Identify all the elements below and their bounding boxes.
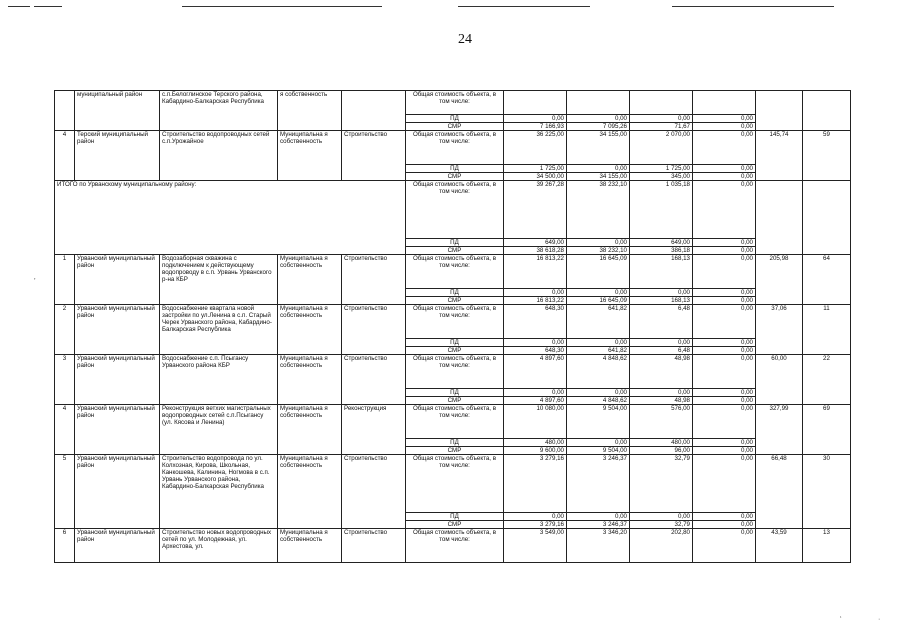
row-label: ПД	[406, 389, 504, 397]
municipality-cell: Урванский муниципальный район	[75, 455, 160, 529]
amount-cell: 0,00	[630, 339, 693, 347]
amount-cell: 641,82	[567, 347, 630, 355]
amount-cell: 0,00	[504, 289, 567, 297]
amount-cell: 0,00	[693, 123, 756, 131]
amount-cell: 3 549,00	[504, 529, 567, 563]
amount-cell: 0,00	[693, 455, 756, 513]
amount-cell: 0,00	[504, 115, 567, 123]
amount-cell: 0,00	[693, 389, 756, 397]
amount-cell: 2 070,00	[630, 131, 693, 165]
work-type-cell: Строительство	[342, 529, 406, 563]
amount-cell: 3 279,16	[504, 455, 567, 513]
capacity-cell	[756, 181, 803, 255]
amount-cell: 7 095,26	[567, 123, 630, 131]
amount-cell: 34 500,00	[504, 173, 567, 181]
amount-cell: 9 504,00	[567, 447, 630, 455]
amount-cell: 4 897,60	[504, 355, 567, 389]
amount-cell: 0,00	[693, 181, 756, 239]
amount-cell: 10 080,00	[504, 405, 567, 439]
table-row	[55, 91, 851, 115]
amount-cell: 71,67	[630, 123, 693, 131]
row-number	[55, 91, 75, 131]
work-type-cell: Строительство	[342, 255, 406, 305]
top-rule-2	[34, 6, 62, 7]
amount-cell: 16 813,22	[504, 255, 567, 289]
row-label: СМР	[406, 397, 504, 405]
amount-cell: 0,00	[693, 173, 756, 181]
row-label: Общая стоимость объекта, в том числе:	[406, 455, 504, 513]
row-label: Общая стоимость объекта, в том числе:	[406, 181, 504, 239]
amount-cell: 168,13	[630, 255, 693, 289]
row-label: Общая стоимость объекта, в том числе:	[406, 529, 504, 563]
amount-cell: 576,00	[630, 405, 693, 439]
row-number: 5	[55, 455, 75, 529]
count-cell: 59	[803, 131, 851, 181]
amount-cell: 648,30	[504, 305, 567, 339]
row-label: ПД	[406, 339, 504, 347]
capacity-cell: 66,48	[756, 455, 803, 529]
amount-cell: 0,00	[567, 239, 630, 247]
count-cell: 11	[803, 305, 851, 355]
table-row	[55, 529, 851, 563]
project-name-cell: Водоснабжение с.п. Псыгансу Урванского района КБР	[160, 355, 278, 405]
amount-cell: 0,00	[693, 397, 756, 405]
row-label: СМР	[406, 247, 504, 255]
amount-cell: 0,00	[630, 389, 693, 397]
count-cell: 64	[803, 255, 851, 305]
amount-cell: 0,00	[693, 521, 756, 529]
project-name-cell: Строительство новых водопроводных сетей по ул. Молодежная, ул. Архестова, ул.	[160, 529, 278, 563]
amount-cell: 0,00	[693, 115, 756, 123]
amount-cell: 32,79	[630, 455, 693, 513]
amount-cell: 39 267,28	[504, 181, 567, 239]
amount-cell: 0,00	[567, 339, 630, 347]
municipality-cell: Терский муниципальный район	[75, 131, 160, 181]
amount-cell: 3 279,16	[504, 521, 567, 529]
amount-cell: 0,00	[630, 115, 693, 123]
amount-cell: 0,00	[567, 165, 630, 173]
amount-cell: 0,00	[693, 255, 756, 289]
amount-cell: 1 035,18	[630, 181, 693, 239]
ownership-cell: Муниципальна я собственность	[278, 131, 342, 181]
project-name-cell: Реконструкция ветхих магистральных водопроводных сетей с.п.Псыгансу (ул. Кясова и Ленина)	[160, 405, 278, 455]
subtotal-row	[55, 181, 851, 239]
amount-cell: 3 346,20	[567, 529, 630, 563]
capacity-cell: 327,99	[756, 405, 803, 455]
row-number: 4	[55, 405, 75, 455]
count-cell: 30	[803, 455, 851, 529]
ownership-cell: я собственность	[278, 91, 342, 131]
ownership-cell: Муниципальна я собственность	[278, 355, 342, 405]
work-type-cell: Реконструкция	[342, 405, 406, 455]
municipality-cell: Урванский муниципальный район	[75, 355, 160, 405]
row-label: ПД	[406, 439, 504, 447]
amount-cell: 4 897,60	[504, 397, 567, 405]
amount-cell: 0,00	[567, 389, 630, 397]
subtotal-label: ИТОГО по Урванскому муниципальному району:	[55, 181, 406, 255]
count-cell: 22	[803, 355, 851, 405]
count-cell	[803, 91, 851, 131]
row-number: 1	[55, 255, 75, 305]
amount-cell	[504, 91, 567, 115]
work-type-cell: Строительство	[342, 355, 406, 405]
amount-cell: 0,00	[504, 339, 567, 347]
amount-cell: 0,00	[567, 115, 630, 123]
amount-cell: 36 225,00	[504, 131, 567, 165]
work-type-cell: Строительство	[342, 131, 406, 181]
table-row	[55, 355, 851, 389]
amount-cell: 0,00	[693, 305, 756, 339]
table-row	[55, 455, 851, 513]
count-cell: 13	[803, 529, 851, 563]
amount-cell: 480,00	[630, 439, 693, 447]
municipality-cell: Урванский муниципальный район	[75, 305, 160, 355]
count-cell	[803, 181, 851, 255]
row-label: ПД	[406, 165, 504, 173]
project-name-cell: Водоснабжение квартала новой застройки по ул.Ленина в с.п. Старый Черек Урванского района, Кабардино-Балкарская Республика	[160, 305, 278, 355]
amount-cell: 202,80	[630, 529, 693, 563]
amount-cell: 16 645,09	[567, 297, 630, 305]
amount-cell: 0,00	[693, 513, 756, 521]
municipality-cell: Урванский муниципальный район	[75, 255, 160, 305]
row-number: 3	[55, 355, 75, 405]
amount-cell: 0,00	[693, 439, 756, 447]
amount-cell: 0,00	[693, 247, 756, 255]
municipality-cell: Урванский муниципальный район	[75, 405, 160, 455]
amount-cell: 649,00	[504, 239, 567, 247]
ownership-cell: Муниципальна я собственность	[278, 455, 342, 529]
work-type-cell	[342, 91, 406, 131]
count-cell: 69	[803, 405, 851, 455]
row-label: СМР	[406, 297, 504, 305]
amount-cell: 3 246,37	[567, 455, 630, 513]
capacity-cell	[756, 91, 803, 131]
amount-cell: 4 848,62	[567, 355, 630, 389]
row-number: 6	[55, 529, 75, 563]
row-label: СМР	[406, 347, 504, 355]
scan-mark-bottom-right-1: ‘	[840, 616, 842, 623]
top-rule-3	[182, 6, 382, 7]
amount-cell: 168,13	[630, 297, 693, 305]
row-label: СМР	[406, 123, 504, 131]
amount-cell: 32,79	[630, 521, 693, 529]
amount-cell: 38 232,10	[567, 181, 630, 239]
row-number: 4	[55, 131, 75, 181]
amount-cell: 649,00	[630, 239, 693, 247]
amount-cell: 648,30	[504, 347, 567, 355]
capacity-cell: 205,98	[756, 255, 803, 305]
row-label: СМР	[406, 173, 504, 181]
top-rule-1	[8, 6, 30, 7]
amount-cell: 386,18	[630, 247, 693, 255]
amount-cell	[630, 91, 693, 115]
table-row	[55, 305, 851, 339]
top-rule-4	[458, 6, 590, 7]
amount-cell: 0,00	[630, 289, 693, 297]
row-label: Общая стоимость объекта, в том числе:	[406, 255, 504, 289]
municipality-cell: муниципальный район	[75, 91, 160, 131]
amount-cell: 480,00	[504, 439, 567, 447]
row-label: Общая стоимость объекта, в том числе:	[406, 355, 504, 389]
row-number: 2	[55, 305, 75, 355]
amount-cell: 1 725,00	[504, 165, 567, 173]
amount-cell: 0,00	[693, 347, 756, 355]
amount-cell: 0,00	[693, 297, 756, 305]
project-name-cell: с.п.Белоглинское Терского района, Кабардино-Балкарская Республика	[160, 91, 278, 131]
municipality-cell: Урванский муниципальный район	[75, 529, 160, 563]
amount-cell: 0,00	[693, 239, 756, 247]
scan-mark-bottom-right-2: ·	[878, 616, 881, 623]
amount-cell: 0,00	[693, 355, 756, 389]
amount-cell: 9 504,00	[567, 405, 630, 439]
amount-cell: 7 166,93	[504, 123, 567, 131]
row-label: ПД	[406, 239, 504, 247]
amount-cell: 0,00	[693, 131, 756, 165]
work-type-cell: Строительство	[342, 455, 406, 529]
row-label: Общая стоимость объекта, в том числе:	[406, 131, 504, 165]
amount-cell: 0,00	[504, 513, 567, 521]
amount-cell: 0,00	[693, 165, 756, 173]
project-name-cell: Водозаборная скважина с подключением к действующему водопроводу в с.п. Урвань Урванского р-на КБР	[160, 255, 278, 305]
top-rule-5	[672, 6, 834, 7]
amount-cell: 6,48	[630, 305, 693, 339]
amount-cell: 48,98	[630, 355, 693, 389]
amount-cell: 9 600,00	[504, 447, 567, 455]
table-row	[55, 255, 851, 289]
row-label: Общая стоимость объекта, в том числе:	[406, 305, 504, 339]
amount-cell: 0,00	[693, 447, 756, 455]
amount-cell	[693, 91, 756, 115]
amount-cell: 4 848,62	[567, 397, 630, 405]
amount-cell: 641,82	[567, 305, 630, 339]
table-row	[55, 131, 851, 165]
capacity-cell: 60,00	[756, 355, 803, 405]
investment-program-table	[54, 90, 851, 563]
capacity-cell: 43,59	[756, 529, 803, 563]
amount-cell: 3 246,37	[567, 521, 630, 529]
amount-cell: 16 813,22	[504, 297, 567, 305]
project-name-cell: Строительство водопровода по ул. Колхозная, Кирова, Школьная, Канкошева, Калинина, Ногмова в с.п. Урвань Урванского района, Кабардино-Балкарская Республика	[160, 455, 278, 529]
row-label: ПД	[406, 289, 504, 297]
row-label: ПД	[406, 513, 504, 521]
amount-cell: 38 618,28	[504, 247, 567, 255]
amount-cell: 0,00	[630, 513, 693, 521]
amount-cell: 0,00	[567, 513, 630, 521]
ownership-cell: Муниципальна я собственность	[278, 255, 342, 305]
amount-cell: 0,00	[693, 529, 756, 563]
amount-cell: 34 155,00	[567, 173, 630, 181]
amount-cell: 0,00	[567, 289, 630, 297]
row-label: Общая стоимость объекта, в том числе:	[406, 405, 504, 439]
amount-cell: 34 155,00	[567, 131, 630, 165]
ownership-cell: Муниципальна я собственность	[278, 305, 342, 355]
capacity-cell: 145,74	[756, 131, 803, 181]
row-label: СМР	[406, 447, 504, 455]
amount-cell: 0,00	[693, 339, 756, 347]
ownership-cell: Муниципальна я собственность	[278, 405, 342, 455]
amount-cell: 16 645,09	[567, 255, 630, 289]
project-name-cell: Строительство водопроводных сетей с.п.Урожайное	[160, 131, 278, 181]
table-row	[55, 405, 851, 439]
amount-cell: 1 725,00	[630, 165, 693, 173]
amount-cell: 0,00	[504, 389, 567, 397]
scan-mark-left: ’	[34, 278, 36, 285]
amount-cell: 38 232,10	[567, 247, 630, 255]
page-number: 24	[458, 32, 472, 47]
row-label: Общая стоимость объекта, в том числе:	[406, 91, 504, 115]
row-label: ПД	[406, 115, 504, 123]
amount-cell: 0,00	[567, 439, 630, 447]
ownership-cell: Муниципальна я собственность	[278, 529, 342, 563]
amount-cell: 0,00	[693, 289, 756, 297]
amount-cell: 48,98	[630, 397, 693, 405]
row-label: СМР	[406, 521, 504, 529]
work-type-cell: Строительство	[342, 305, 406, 355]
amount-cell	[567, 91, 630, 115]
amount-cell: 345,00	[630, 173, 693, 181]
amount-cell: 6,48	[630, 347, 693, 355]
amount-cell: 96,00	[630, 447, 693, 455]
amount-cell: 0,00	[693, 405, 756, 439]
capacity-cell: 37,06	[756, 305, 803, 355]
